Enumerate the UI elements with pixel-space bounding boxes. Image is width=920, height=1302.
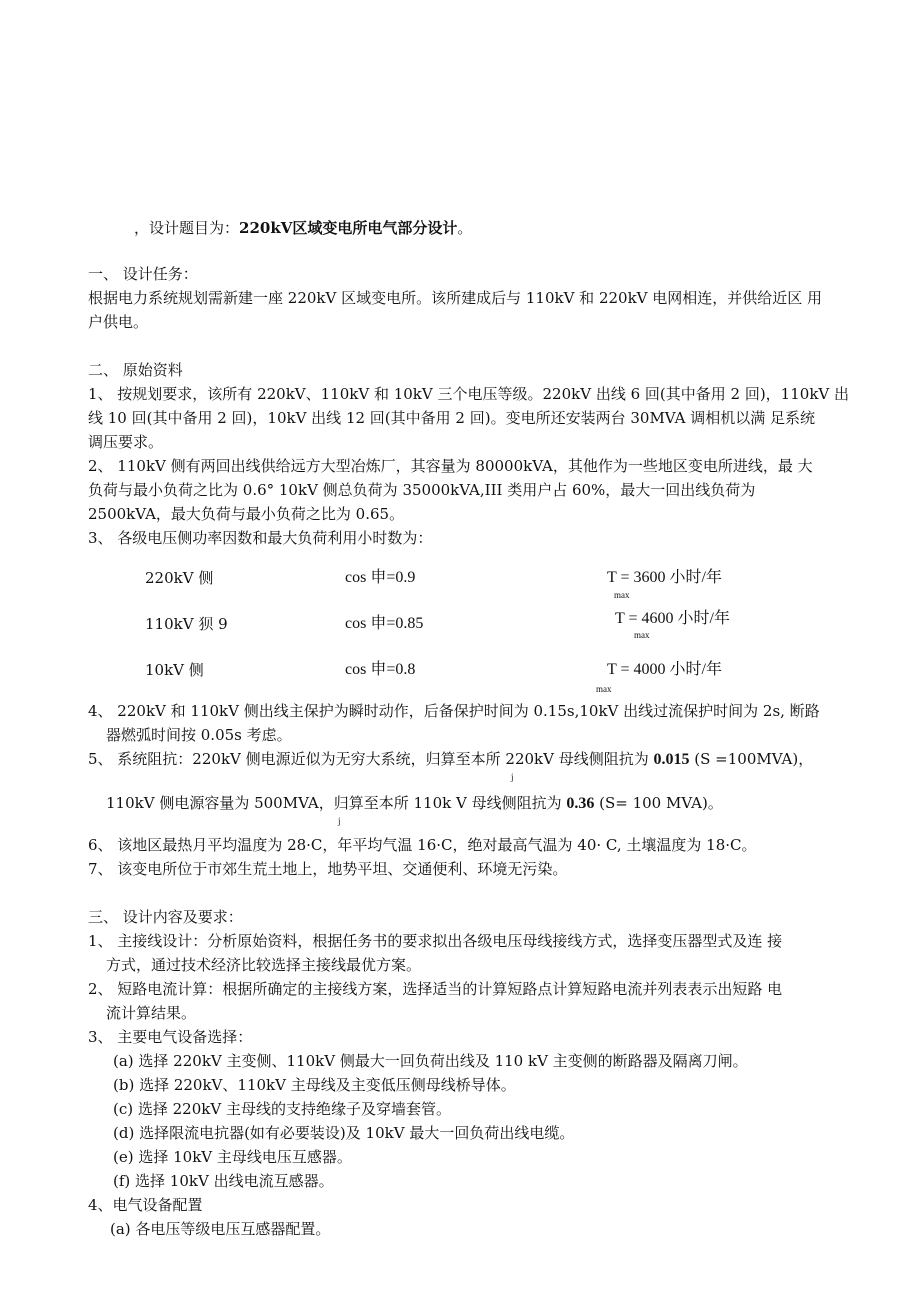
title-text: 220kV区域变电所电气部分设计 <box>239 219 458 237</box>
item-line: 4、电气设备配置 <box>88 1196 203 1214</box>
item-line: 器燃弧时间按 0.05s 考虑。 <box>106 726 292 744</box>
item-line: 2500kVA，最大负荷与最小负荷之比为 0.65。 <box>88 505 405 523</box>
item-line: 流计算结果。 <box>106 1004 197 1022</box>
impedance-base: (S =100MVA)， <box>689 750 814 768</box>
item-line: 负荷与最小负荷之比为 0.6° 10kV 侧总负荷为 35000kVA,III 类用户占 60%，最大一回出线负荷为 <box>88 481 756 499</box>
sub-item: (a) 选择 220kV 主变侧、110kV 侧最大一回负荷出线及 110 kV 主变侧的断路器及隔离刀闸。 <box>113 1052 748 1070</box>
impedance-value: 0.015 <box>653 751 690 768</box>
item-line: 3、 各级电压侧功率因数和最大负荷利用小时数为： <box>88 529 433 547</box>
paragraph-line: 户供电。 <box>88 313 149 331</box>
title-suffix: 。 <box>457 219 473 237</box>
item-line: 1、 按规划要求，该所有 220kV、110kV 和 10kV 三个电压等级。220kV 出线 6 回(其中备用 2 回)，110kV 出 <box>88 385 850 403</box>
sj-subscript: j <box>511 772 514 782</box>
table-cell-tmax: T = 3600 小时/年 <box>607 569 722 586</box>
sub-item: (a) 各电压等级电压互感器配置。 <box>110 1220 331 1238</box>
impedance-text: 5、 系统阻抗：220kV 侧电源近似为无穷大系统，归算至本所 220kV 母线侧阻抗为 <box>88 750 654 768</box>
paragraph-line: 根据电力系统规划需新建一座 220kV 区域变电所。该所建成后与 110kV 和 220kV 电网相连，并供给近区 用 <box>88 289 823 307</box>
item-line: 方式，通过技术经济比较选择主接线最优方案。 <box>106 956 422 974</box>
sub-item: (b) 选择 220kV、110kV 主母线及主变低压侧母线桥导体。 <box>113 1076 516 1094</box>
table-cell-side: 220kV 侧 <box>145 569 214 587</box>
sub-item: (d) 选择限流电抗器(如有必要装设)及 10kV 最大一回负荷出线电缆。 <box>113 1124 575 1142</box>
impedance-base: (S= 100 MVA)。 <box>594 794 723 812</box>
sub-item: (c) 选择 220kV 主母线的支持绝缘子及穿墙套管。 <box>113 1100 451 1118</box>
item-line: 4、 220kV 和 110kV 侧出线主保护为瞬时动作，后备保护时间为 0.15s,10kV 出线过流保护时间为 2s, 断路 <box>88 702 820 720</box>
table-cell-side: 110kV 狈 9 <box>145 615 228 633</box>
impedance-text: 110kV 侧电源容量为 500MVA，归算至本所 110k V 母线侧阻抗为 <box>106 794 567 812</box>
sub-item: (f) 选择 10kV 出线电流互感器。 <box>113 1172 334 1190</box>
design-title <box>134 218 472 238</box>
table-cell-cos: cos 申=0.8 <box>345 661 416 678</box>
item-line: 3、 主要电气设备选择： <box>88 1028 253 1046</box>
item-line-impedance-110 <box>106 793 723 814</box>
section-2-heading: 二、 原始资料 <box>88 361 183 379</box>
section-3-heading: 三、 设计内容及要求： <box>88 908 243 926</box>
item-line: 2、 110kV 侧有两回出线供给远方大型冶炼厂，其容量为 80000kVA，其他作为一些地区变电所进线，最 大 <box>88 457 813 475</box>
item-line: 调压要求。 <box>88 433 164 451</box>
item-line: 7、 该变电所位于市郊生荒土地上，地势平坦、交通便利、环境无污染。 <box>88 860 568 878</box>
item-line: 1、 主接线设计：分析原始资料，根据任务书的要求拟出各级电压母线接线方式，选择变压器型式及连 接 <box>88 932 783 950</box>
table-cell-tmax: T = 4000 小时/年 <box>607 661 722 678</box>
table-cell-cos: cos 申=0.9 <box>345 569 416 586</box>
sj-subscript: j <box>338 816 341 826</box>
title-prefix: ，设计题目为： <box>134 219 240 237</box>
table-cell-cos: cos 申=0.85 <box>345 615 424 632</box>
tmax-subscript: max <box>634 630 650 640</box>
item-line-impedance-220 <box>88 749 813 770</box>
item-line: 线 10 回(其中备用 2 回)，10kV 出线 12 回(其中备用 2 回)。变电所还安装两台 30MVA 调相机以满 足系统 <box>88 409 815 427</box>
tmax-subscript: max <box>614 590 630 600</box>
impedance-value: 0.36 <box>566 795 595 812</box>
table-cell-tmax: T = 4600 小时/年 <box>615 610 730 627</box>
table-cell-side: 10kV 侧 <box>145 661 204 679</box>
tmax-subscript: max <box>596 684 612 694</box>
item-line: 6、 该地区最热月平均温度为 28·C，年平均气温 16·C，绝对最高气温为 40· C, 土壤温度为 18·C。 <box>88 836 757 854</box>
item-line: 2、 短路电流计算：根据所确定的主接线方案，选择适当的计算短路点计算短路电流并列表表示出短路 电 <box>88 980 783 998</box>
sub-item: (e) 选择 10kV 主母线电压互感器。 <box>113 1148 352 1166</box>
section-1-heading: 一、 设计任务： <box>88 265 198 283</box>
